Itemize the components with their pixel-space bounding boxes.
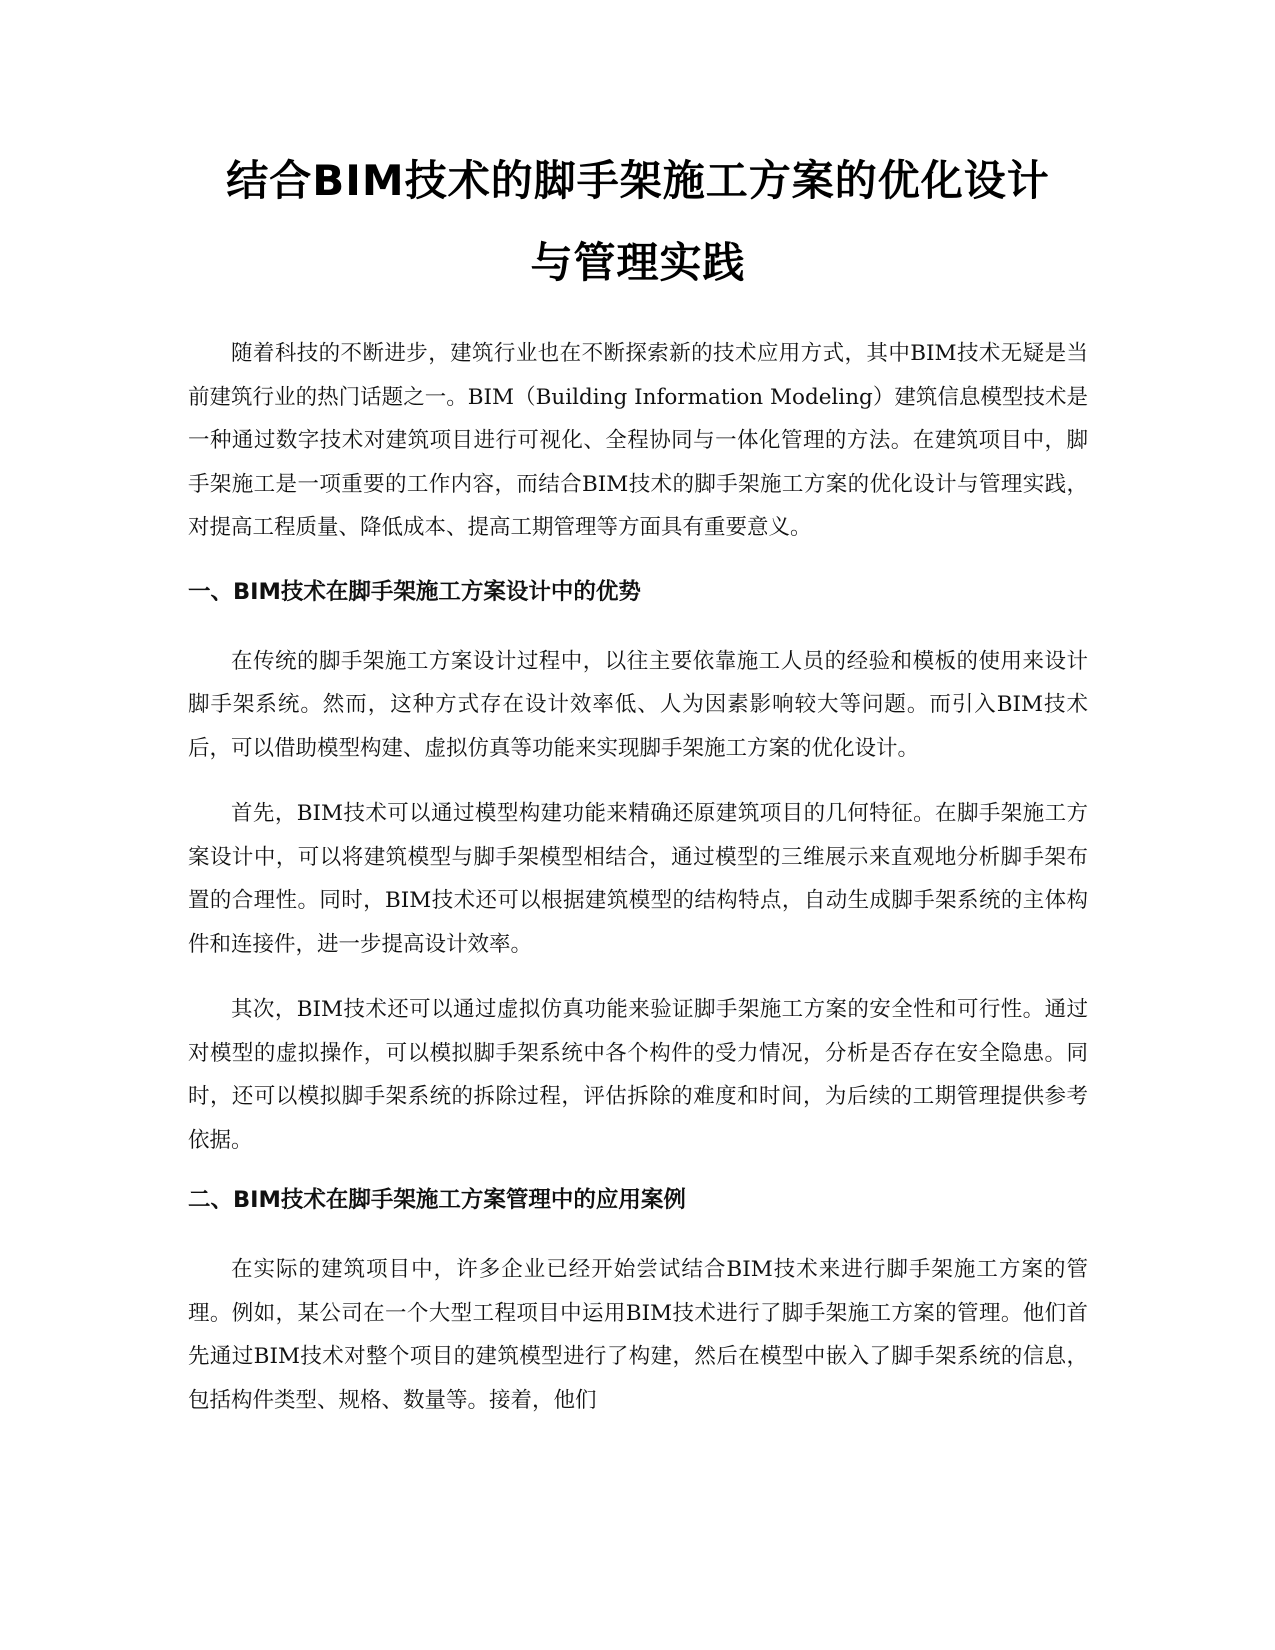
document-title: [188, 140, 1088, 304]
document-page: [188, 140, 1088, 1422]
section-1-paragraph-3: 其次，BIM技术还可以通过虚拟仿真功能来验证脚手架施工方案的安全性和可行性。通过对模型的虚拟操作，可以模拟脚手架系统中各个构件的受力情况，分析是否存在安全隐患。同时，还可以模拟脚手架系统的拆除过程，评估拆除的难度和时间，为后续的工期管理提供参考依据。: [188, 997, 1088, 1153]
section-2-paragraph-1: 在实际的建筑项目中，许多企业已经开始尝试结合BIM技术来进行脚手架施工方案的管理。例如，某公司在一个大型工程项目中运用BIM技术进行了脚手架施工方案的管理。他们首先通过BIM技术对整个项目的建筑模型进行了构建，然后在模型中嵌入了脚手架系统的信息，包括构件类型、规格、数量等。接着，他们: [188, 1257, 1088, 1413]
title-line-2: 与管理实践: [530, 238, 746, 287]
section-1-heading: 一、BIM技术在脚手架施工方案设计中的优势: [188, 578, 641, 605]
section-1-paragraph-1: 在传统的脚手架施工方案设计过程中，以往主要依靠施工人员的经验和模板的使用来设计脚手架系统。然而，这种方式存在设计效率低、人为因素影响较大等问题。而引入BIM技术后，可以借助模型构建、虚拟仿真等功能来实现脚手架施工方案的优化设计。: [188, 648, 1088, 761]
section-1-paragraph-2: 首先，BIM技术可以通过模型构建功能来精确还原建筑项目的几何特征。在脚手架施工方案设计中，可以将建筑模型与脚手架模型相结合，通过模型的三维展示来直观地分析脚手架布置的合理性。同时，BIM技术还可以根据建筑模型的结构特点，自动生成脚手架系统的主体构件和连接件，进一步提高设计效率。: [188, 801, 1088, 957]
section-2-heading: 二、BIM技术在脚手架施工方案管理中的应用案例: [188, 1187, 686, 1213]
title-line-1: 结合BIM技术的脚手架施工方案的优化设计: [226, 156, 1050, 205]
intro-paragraph: 随着科技的不断进步，建筑行业也在不断探索新的技术应用方式，其中BIM技术无疑是当前建筑行业的热门话题之一。BIM（Building Information Modeling）建筑信息模型技术是一种通过数字技术对建筑项目进行可视化、全程协同与一体化管理的方法。在建筑项目中，脚手架施工是一项重要的工作内容，而结合BIM技术的脚手架施工方案的优化设计与管理实践，对提高工程质量、降低成本、提高工期管理等方面具有重要意义。: [188, 341, 1088, 540]
